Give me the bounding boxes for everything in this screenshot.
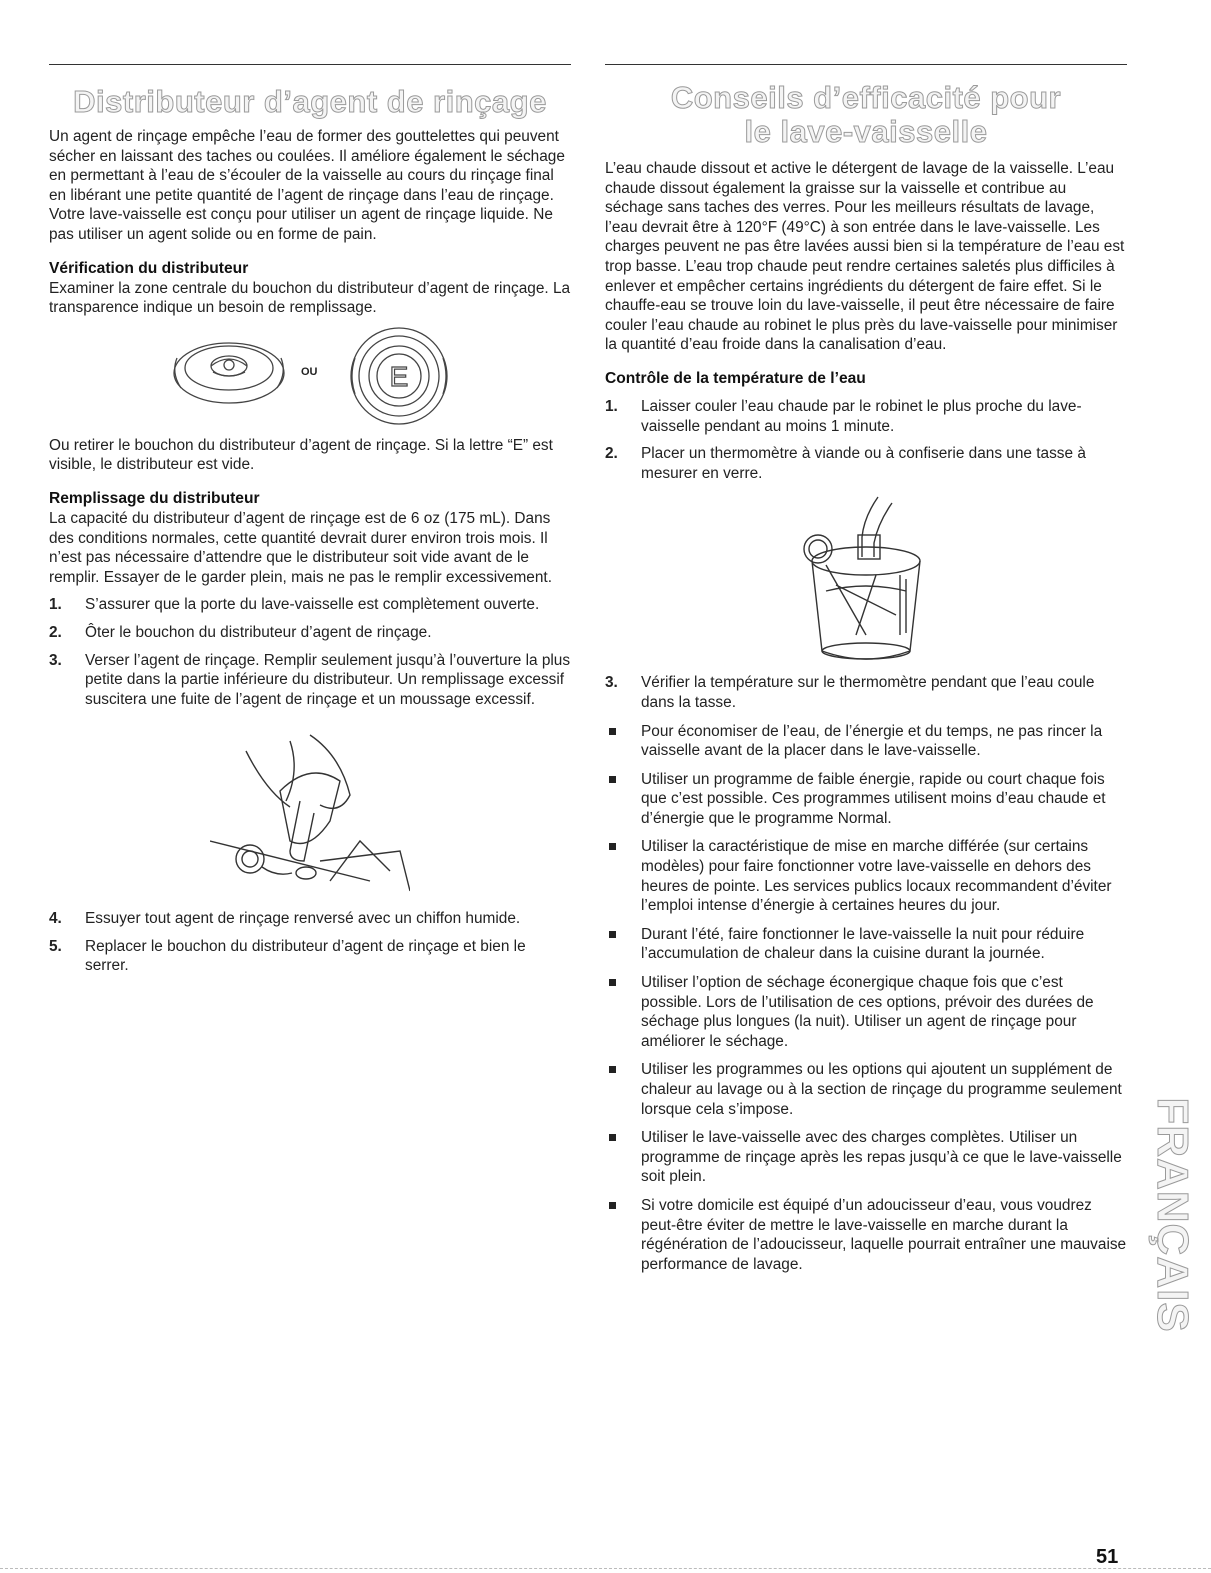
tip-item [605,1196,1127,1274]
letter-e-label: E [389,360,409,392]
tips-bullet-list [605,722,1127,1275]
tip-item [605,722,1127,761]
bullet-square-icon [609,776,616,783]
section-title-efficiency-tips [605,81,1127,149]
tip-item [605,925,1127,964]
tip-item [605,837,1127,915]
bullet-square-icon [609,1066,616,1073]
tip-text: Utiliser la caractéristique de mise en marche différée (sur certains modèles) pour faire fonctionner votre lave-vaisselle en dehors des heures de pointe. Les services publics locaux recommandent d’éviter l’emploi intense d’énergie à certaines heures du jour. [641,838,1112,915]
left-column [49,64,571,976]
title-line-2: le lave-vaisselle [744,114,988,149]
step-text: Laisser couler l’eau chaude par le robinet le plus proche du lave-vaisselle pendant au moins 1 minute. [641,397,1082,435]
bullet-square-icon [609,728,616,735]
tip-text: Pour économiser de l’eau, de l’énergie et du temps, ne pas rincer la vaisselle avant de la placer dans le lave-vaisselle. [641,722,1103,760]
dispenser-cap-illustration [169,318,469,436]
tip-text: Durant l’été, faire fonctionner le lave-vaisselle la nuit pour réduire l’accumulation de chaleur dans la cuisine durant la journée. [641,925,1085,963]
tip-text: Utiliser un programme de faible énergie, rapide ou court chaque fois que c’est possible. Ces programmes utilisent moins d’eau chaude et d’énergie que le programme Normal. [641,770,1106,827]
step-number: 3. [605,674,618,692]
filling-step [49,623,571,643]
dispenser-cap-figure [49,318,571,436]
filling-steps-list-b [49,909,571,976]
remove-cap-paragraph: Ou retirer le bouchon du distributeur d’agent de rinçage. Si la lettre “E” est visible, le distributeur est vide. [49,436,553,474]
section-rule [605,64,1127,65]
step-text: S’assurer que la porte du lave-vaisselle est complètement ouverte. [85,596,540,614]
step-text: Ôter le bouchon du distributeur d’agent de rinçage. [85,623,432,641]
tip-item [605,1128,1127,1187]
step-text: Vérifier la température sur le thermomètre pendant que l’eau coule dans la tasse. [641,674,1095,711]
temperature-steps-list-a [605,397,1127,483]
heading-filling: Remplissage du distributeur [49,489,260,507]
pouring-rinse-aid-illustration [210,731,410,901]
filling-step [49,595,571,615]
section-title-rinse-aid-dispenser: Distributeur d’agent de rinçage [73,84,547,119]
bullet-square-icon [609,979,616,986]
language-tab-label: FRANÇAIS [1148,1097,1197,1333]
step-number: 4. [49,910,62,928]
intro-paragraph: L’eau chaude dissout et active le détergent de lavage de la vaisselle. L’eau chaude dissout également la graisse sur la vaisselle et contribue au séchage sans taches des verres. Pour les meilleurs résultats de lavage, l’eau devrait être à 120°F (49°C) à son entrée dans le lave-vaisselle. Les charges peuvent ne pas être lavées aussi bien si la température de l’eau est trop basse. L’eau trop chaude peut rendre certaines saletés plus difficiles à enlever et empêcher certains ingrédients du détergent de faire effet. Si le chauffe-eau se trouve loin du lave-vaisselle, il peut être nécessaire de faire couler l’eau chaude au robinet le plus près du lave-vaisselle pour minimiser la quantité d’eau froide dans la canalisation d’eau. [605,160,1125,354]
thermometer-in-cup-illustration [796,495,936,665]
step-number: 2. [605,445,618,463]
tip-text: Utiliser le lave-vaisselle avec des charges complètes. Utiliser un programme de rinçage après les repas jusqu’à ce que le lave-vaisselle soit plein. [641,1129,1122,1186]
heading-water-temperature: Contrôle de la température de l’eau [605,369,866,387]
bullet-square-icon [609,843,616,850]
title-line-1: Conseils d’efficacité pour [670,80,1062,115]
step-number: 5. [49,937,62,955]
filling-step [49,937,571,976]
tip-item [605,1060,1127,1119]
filling-step [49,651,571,710]
or-label: OU [301,365,318,378]
temperature-steps-list-b [605,673,1127,712]
right-column [605,64,1127,1274]
step-number: 3. [49,651,62,669]
tip-text: Utiliser l’option de séchage éconergique chaque fois que c’est possible. Lors de l’utilisation de ces options, prévoir des durées de séchage plus longues (la nuit). Utiliser un agent de rinçage pour améliorer le séchage. [641,974,1094,1050]
temperature-step [605,673,1127,712]
language-side-tab [1144,1080,1200,1350]
section-rule [49,64,571,65]
verification-paragraph: Examiner la zone centrale du bouchon du distributeur d’agent de rinçage. La transparence indique un besoin de remplissage. [49,279,571,317]
tip-text: Si votre domicile est équipé d’un adoucisseur d’eau, vous voudrez peut-être éviter de mettre le lave-vaisselle en marche durant la régénération de l’adoucisseur, laquelle pourrait entraîner une mauvaise performance de lavage. [641,1196,1127,1273]
tip-item [605,770,1127,829]
bullet-square-icon [609,1202,616,1209]
heading-verification: Vérification du distributeur [49,259,249,277]
step-text: Placer un thermomètre à viande ou à confiserie dans une tasse à mesurer en verre. [641,445,1086,482]
step-text: Replacer le bouchon du distributeur d’agent de rinçage et bien le serrer. [85,937,526,975]
filling-step [49,909,571,929]
bullet-square-icon [609,931,616,938]
step-number: 1. [49,596,62,614]
filling-steps-list-a [49,595,571,709]
tip-text: Utiliser les programmes ou les options qui ajoutent un supplément de chaleur au lavage ou à la section de rinçage du programme seulement lorsque cela s’impose. [641,1061,1122,1118]
bottom-border [0,1568,1211,1569]
temperature-step [605,444,1127,483]
page-number: 51 [1096,1546,1119,1568]
step-number: 1. [605,397,618,415]
step-text: Essuyer tout agent de rinçage renversé avec un chiffon humide. [85,910,521,928]
intro-paragraph: Un agent de rinçage empêche l’eau de former des gouttelettes qui peuvent sécher en laissant des taches ou coulées. Il améliore également le séchage en permettant à l’eau de s’écouler de la vaisselle au cours du rinçage final en libérant une petite quantité de l’agent de rinçage dans l’eau de rinçage. Votre lave-vaisselle est conçu pour utiliser un agent de rinçage liquide. Ne pas utiliser un agent solide ou en forme de pain. [49,128,565,243]
bullet-square-icon [609,1134,616,1141]
tip-item [605,973,1127,1051]
filling-paragraph: La capacité du distributeur d’agent de rinçage est de 6 oz (175 mL). Dans des conditions normales, cette quantité devrait durer environ trois mois. Il n’est pas nécessaire d’attendre que le distributeur soit vide avant de le remplir. Essayer de le garder plein, mais ne pas le remplir excessivement. [49,509,552,586]
temperature-step [605,397,1127,436]
step-text: Verser l’agent de rinçage. Remplir seulement jusqu’à l’ouverture la plus petite dans la partie inférieure du distributeur. Un remplissage excessif suscitera une fuite de l’agent de rinçage et un moussage excessif. [85,651,571,708]
step-number: 2. [49,623,62,641]
